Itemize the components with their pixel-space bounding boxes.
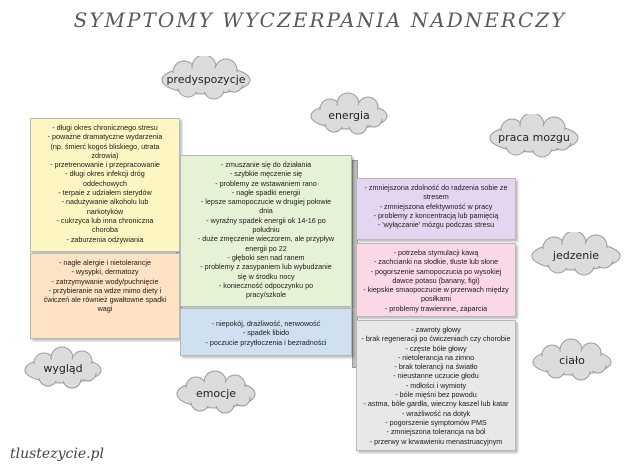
appearance-list — [35, 258, 175, 314]
symptom-line: - wysypki, dermatozy — [71, 267, 139, 277]
symptom-line: - brak regeneracji po ćwiczeniach czy chorobie — [361, 334, 511, 344]
symptom-line: - poczucie przytłoczenia i bezradności — [205, 337, 327, 347]
symptom-line: dawce potasu (banany, figi) — [392, 275, 480, 285]
symptom-line: - długi okres infekcji dróg — [65, 169, 145, 179]
symptom-line: - głęboki sen nad ranem — [227, 252, 305, 262]
energy-list — [185, 160, 347, 299]
symptom-line: - spadek libido — [242, 328, 290, 338]
symptom-line: ćwiczeń ale również gwałtowne spadki — [43, 295, 167, 305]
emotions-list — [185, 313, 347, 347]
symptom-line: pracy/szkole — [246, 290, 286, 300]
symptom-line: posiłkami — [421, 294, 451, 304]
symptom-line: zdrowia) — [91, 150, 119, 160]
cloud-label-emocje: emocje — [195, 387, 237, 400]
symptom-line: - zmniejszona tolerancja na ból — [386, 427, 486, 437]
symptom-line: - poważne dramatyczne wydarzenia — [47, 132, 163, 142]
symptom-line: choroba — [92, 225, 118, 235]
symptom-line: - niepokój, drażliwość, nerwowość — [211, 319, 321, 328]
cloud-label-praca-mozgu: praca mozgu — [498, 131, 570, 144]
symptom-line: - bóle mięśni bez powodu — [395, 390, 477, 400]
symptom-line: - przerwy w krwawieniu menastruacyjnym — [369, 436, 503, 446]
symptom-line: - zachcianki na słodkie, tłuste lub słone — [373, 257, 499, 267]
predispositions-box — [30, 118, 180, 252]
symptom-line: - zatrzymywanie wody/puchnięcie — [51, 276, 159, 286]
symptom-line: - wyraźny spadek energii ok 14-16 po — [206, 215, 326, 225]
cloud-cialo — [528, 338, 616, 384]
appearance-box — [30, 253, 180, 339]
cloud-label-wyglad: wygląd — [43, 362, 83, 375]
symptom-line: - nietolerancja na zimno — [397, 352, 475, 362]
energy-box — [180, 155, 352, 307]
symptom-line: - problemy z zasypaniem lub wybudzanie — [200, 262, 332, 272]
cloud-wyglad — [20, 346, 106, 392]
food-box — [356, 243, 516, 317]
cloud-energia — [306, 92, 392, 138]
symptom-line: - mdłości i wymioty — [405, 380, 467, 390]
symptom-line: - kiepskie smaopoczucie w przerwach między — [363, 285, 509, 295]
cloud-label-predyspozycje: predyspozycje — [166, 73, 246, 86]
cloud-label-jedzenie: jedzenie — [552, 249, 600, 262]
symptom-line: - zaburzenia odżywiania — [66, 234, 144, 244]
page-title: SYMPTOMY WYCZERPANIA NADNERCZY — [73, 8, 567, 32]
symptom-line: - zawroty głowy — [411, 325, 461, 334]
cloud-jedzenie — [528, 232, 624, 280]
symptom-line: się w środku nocy — [237, 271, 295, 281]
symptom-line: - duże zmęczenie wieczorem, ale przypływ — [197, 234, 335, 244]
body-box — [356, 320, 516, 451]
symptom-line: - częste bóle głowy — [405, 343, 467, 353]
symptom-line: - konieczność odpoczynku po — [218, 280, 314, 290]
symptom-line: - szybkie męczenie się — [229, 169, 303, 179]
symptom-line: - nagłe spadki energii — [231, 187, 301, 197]
emotions-box — [180, 308, 352, 356]
symptom-line: (np. śmierć kogoś bliskiego, utrata — [50, 141, 160, 151]
symptom-line: wagi — [97, 304, 113, 314]
symptom-line: - pogorszenie samopoczucia po wysokiej — [370, 266, 502, 276]
symptom-line: - problemy z koncentracją lub pamięcią — [373, 210, 499, 220]
symptom-line: - przybieranie na wdze mimo diety i — [48, 285, 162, 295]
symptom-line: - 'wyłączanie' mózgu podczas stresu — [377, 220, 495, 230]
symptom-line: narkotyków — [86, 206, 124, 216]
symptom-line: - cukrzyca lub inna chroniczna — [56, 215, 154, 225]
symptom-line: - zmniejszona efektywność w pracy — [379, 201, 493, 211]
symptom-line: - nadużywanie alkoholu lub — [61, 197, 149, 207]
cloud-emocje — [172, 370, 260, 418]
cloud-predyspozycje — [158, 56, 254, 104]
food-list — [361, 248, 511, 313]
brain-box — [356, 178, 516, 240]
symptom-line: - zmniejszona zdolność do radzenia sobie ze — [364, 183, 508, 192]
body-list — [361, 325, 511, 446]
symptom-line: - potrzeba stymulacji kawą — [393, 248, 479, 257]
symptom-line: - zmuszanie się do działania — [220, 160, 312, 169]
symptom-line: - długi okres chronicznego stresu — [52, 123, 158, 132]
symptom-line: dnia — [259, 206, 273, 216]
footer-watermark: tlustezycie.pl — [10, 446, 104, 462]
symptom-line: - problemy trawiennne, zaparcia — [384, 303, 488, 313]
symptom-line: - nieustanne uczucie głodu — [393, 371, 479, 381]
symptom-line: - przetrenowanie i przepracowanie — [50, 160, 160, 170]
symptom-line: energii po 22 — [245, 243, 287, 253]
brain-list — [361, 183, 511, 229]
symptom-line: południu — [252, 225, 280, 235]
predispositions-list — [35, 123, 175, 244]
symptom-line: - lepsze samopoczucie w drugiej połowie — [200, 197, 332, 207]
symptom-line: stresem — [423, 192, 449, 202]
cloud-label-energia: energia — [328, 109, 370, 122]
symptom-line: - pogorszenie symptomów PMS — [385, 417, 487, 427]
symptom-line: - problemy ze wstawaniem rano — [215, 178, 317, 188]
symptom-line: - wrażliwość na dotyk — [401, 408, 471, 418]
symptom-line: - brak tolerancji na światło — [394, 362, 478, 372]
symptom-line: - terpaie z udziałem sterydów — [58, 188, 152, 198]
symptom-line: - nagłe alergie i nietolerancje — [59, 258, 151, 267]
symptom-line: oddechowych — [83, 178, 127, 188]
cloud-praca-mozgu — [486, 114, 582, 162]
cloud-label-cialo: ciało — [559, 354, 585, 367]
symptom-line: - astma, bóle gardła, wieczny kaszel lub katar — [363, 399, 509, 409]
